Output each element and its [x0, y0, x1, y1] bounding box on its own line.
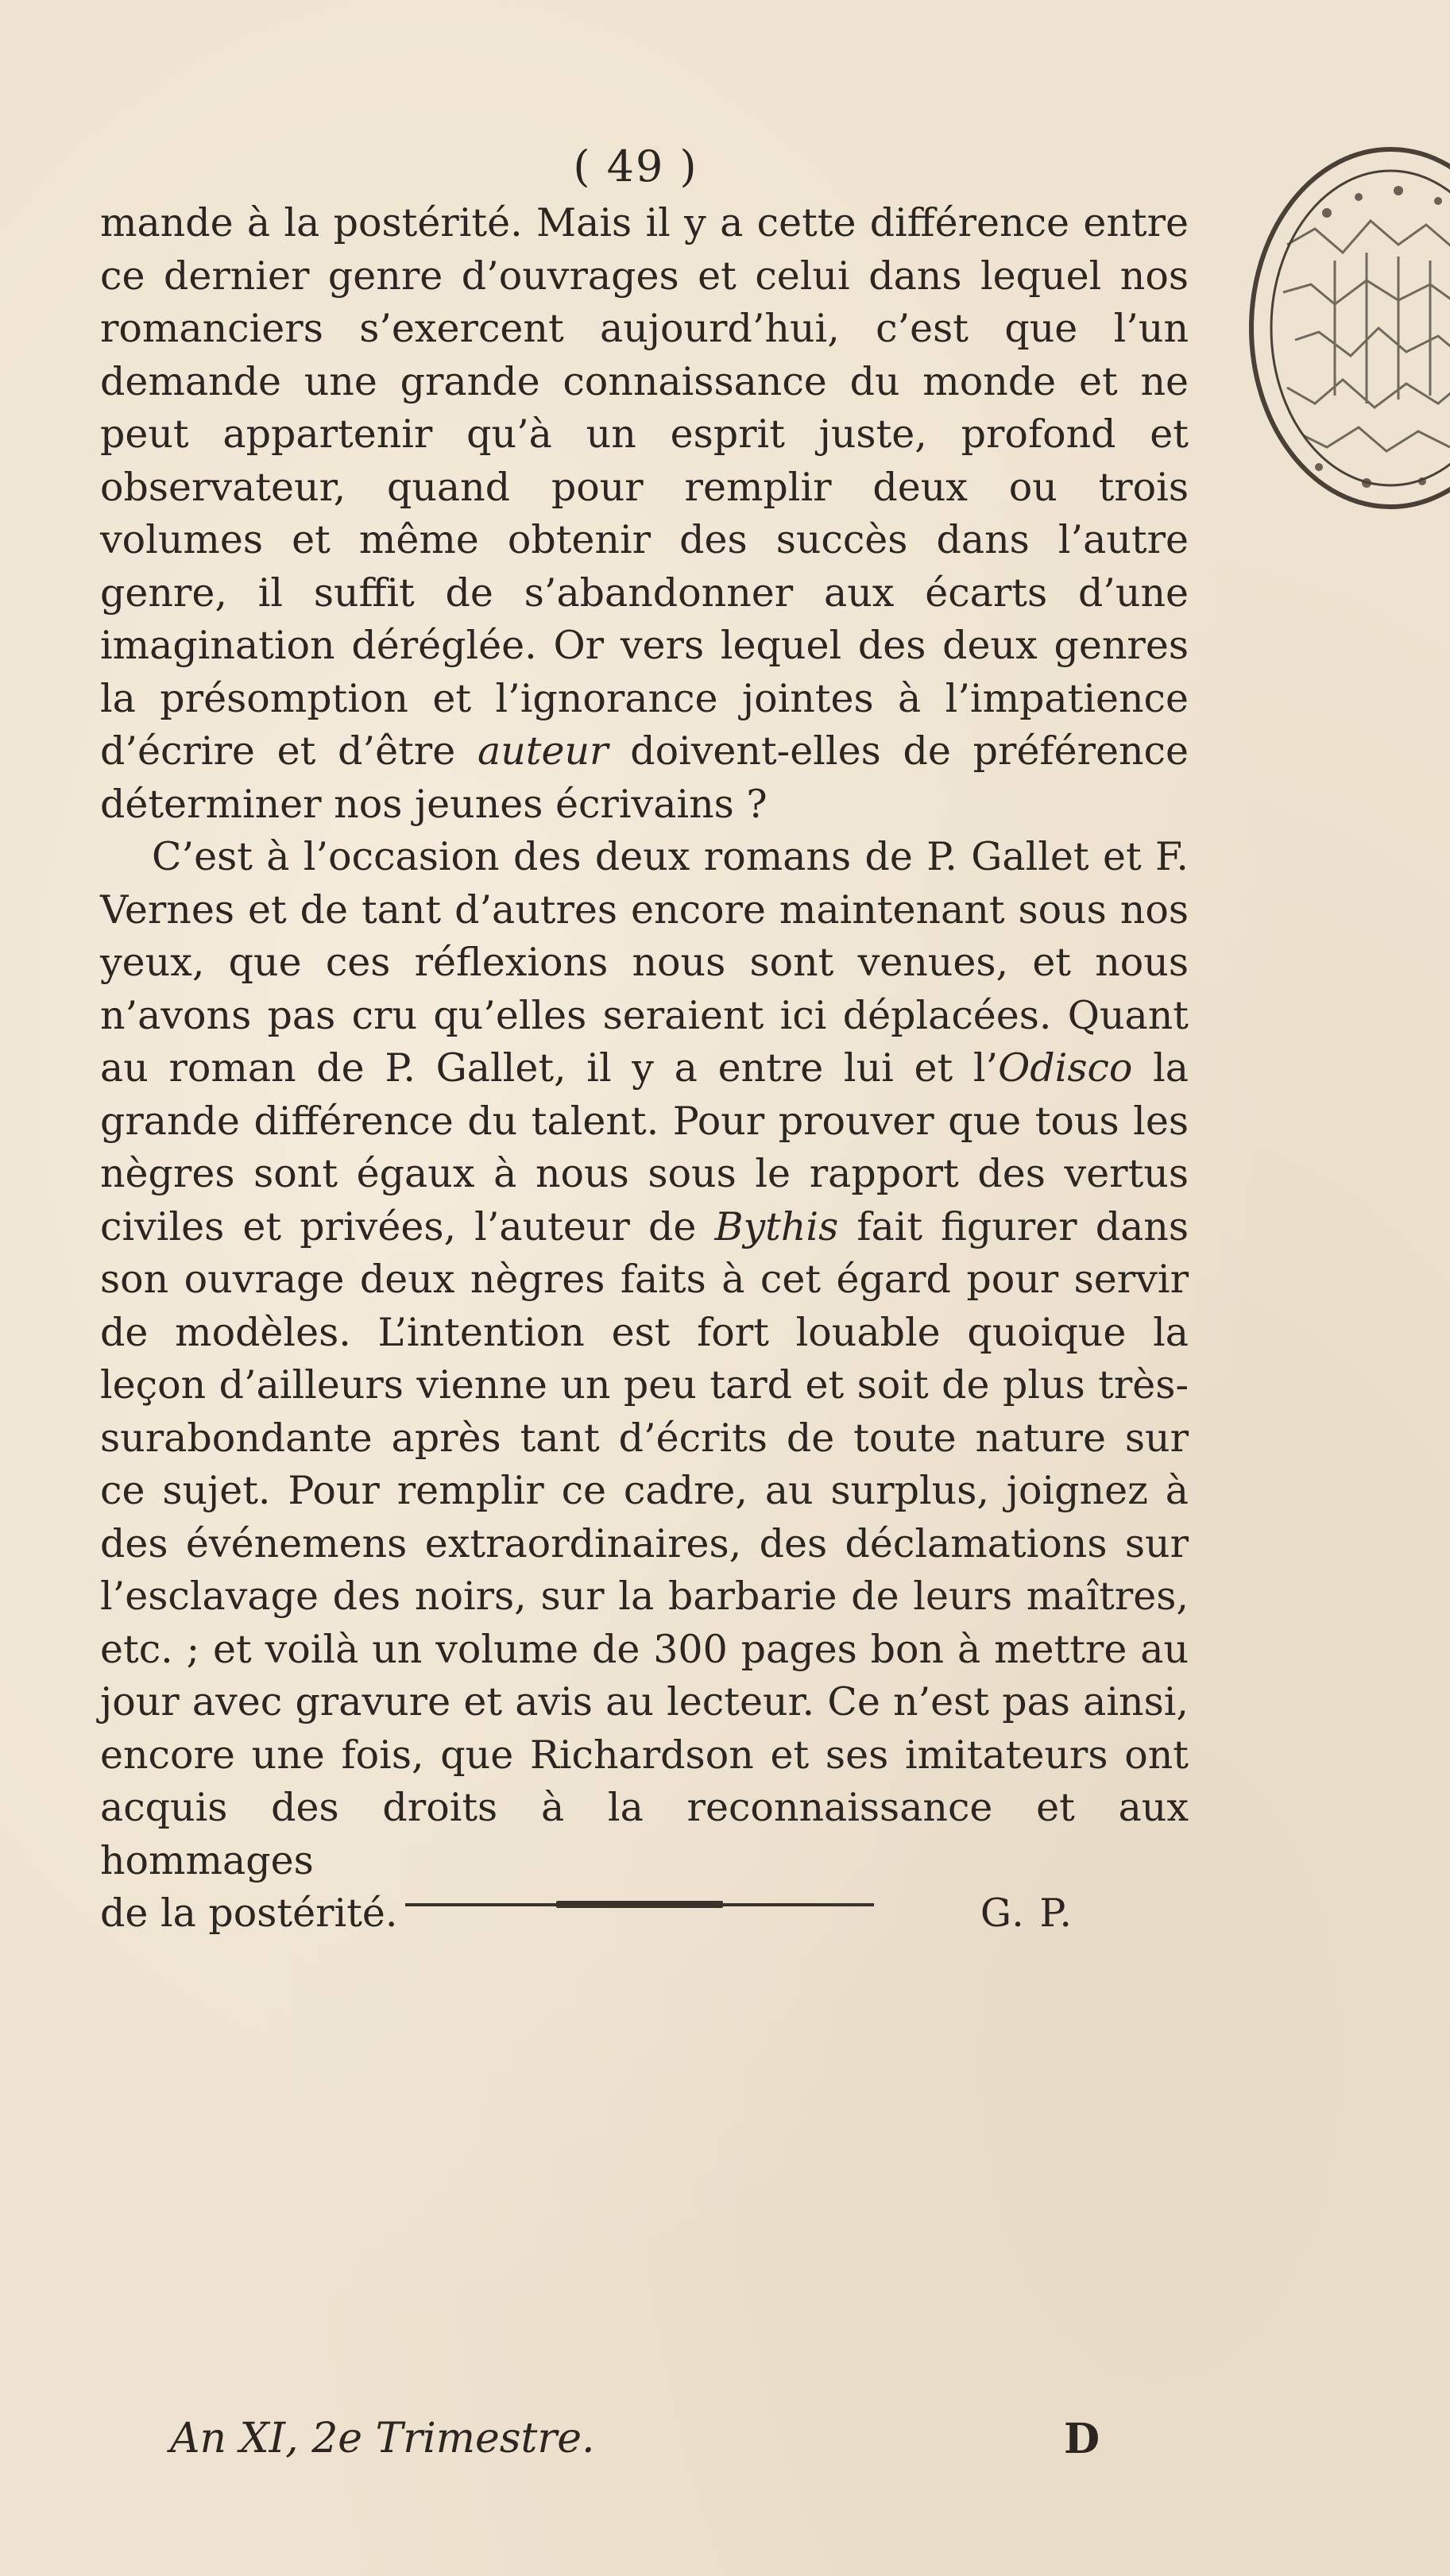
paragraph-1: [100, 197, 1189, 831]
gathering-letter: D: [1064, 2415, 1100, 2463]
signature-mark: An XI, 2e Trimestre.: [170, 2415, 595, 2462]
section-divider-center: [556, 1901, 723, 1908]
paragraph-1-text-a: mande à la postérité. Mais il y a cette différence entre ce dernier genre d’ouvrages et celui dans lequel nos romanciers s’exercent aujourd’hui, c’est que l’un demande une grande connaissance du monde et ne peut appartenir qu’à un esprit juste, profond et observateur, quand pour remplir deux ou trois volumes et même obtenir des succès dans l’autre genre, il suffit de s’abandonner aux écarts d’une imagination déréglée. Or vers lequel des deux genres la présomption et l’ignorance jointes à l’impatience d’écrire et d’être: [100, 200, 1189, 774]
author-signature: G. P.: [980, 1890, 1073, 1936]
page-footer: [170, 2415, 1163, 2462]
article-body: [100, 197, 1189, 1941]
italic-auteur: auteur: [477, 728, 609, 774]
paragraph-2-text-a: C’est à l’occasion des deux romans de P. Gallet et F. Vernes et de tant d’autres encore maintenant sous nos yeux, que ces réflexions nous sont venues, et nous n’avons pas cru qu’elles seraient ici déplacées. Quant au roman de P. Gallet, il y a entre lui et l’: [100, 834, 1189, 1091]
closing-line: [100, 1887, 1073, 1941]
closing-text: de la postérité.: [100, 1890, 398, 1936]
italic-bythis: Bythis: [714, 1203, 839, 1249]
paragraph-2-text-b: la grande différence du talent. Pour prouver que tous les nègres sont égaux à nous sous le rapport des vertus civiles et privées, l’auteur de: [100, 1045, 1189, 1249]
italic-odisco: Odisco: [998, 1045, 1133, 1091]
paragraph-1-text-b: doivent-elles de préférence déterminer nos jeunes écrivains ?: [100, 728, 1189, 827]
paragraph-2-text-c: fait figurer dans son ouvrage deux nègres faits à cet égard pour servir de modèles. L’intention est fort louable quoique la leçon d’ailleurs vienne un peu tard et soit de plus très-surabondante après tant d’écrits de toute nature sur ce sujet. Pour remplir ce cadre, au surplus, joignez à des événemens extraordinaires, des déclamations sur l’esclavage des noirs, sur la barbarie de leurs maîtres, etc. ; et voilà un volume de 300 pages bon à mettre au jour avec gravure et avis au lecteur. Ce n’est pas ainsi, encore une fois, que Richardson et ses imitateurs ont acquis des droits à la reconnaissance et aux hommages: [100, 1203, 1189, 1883]
library-stamp-icon: [1239, 133, 1450, 531]
page-number: ( 49 ): [573, 141, 698, 191]
paragraph-2: [100, 831, 1189, 1887]
